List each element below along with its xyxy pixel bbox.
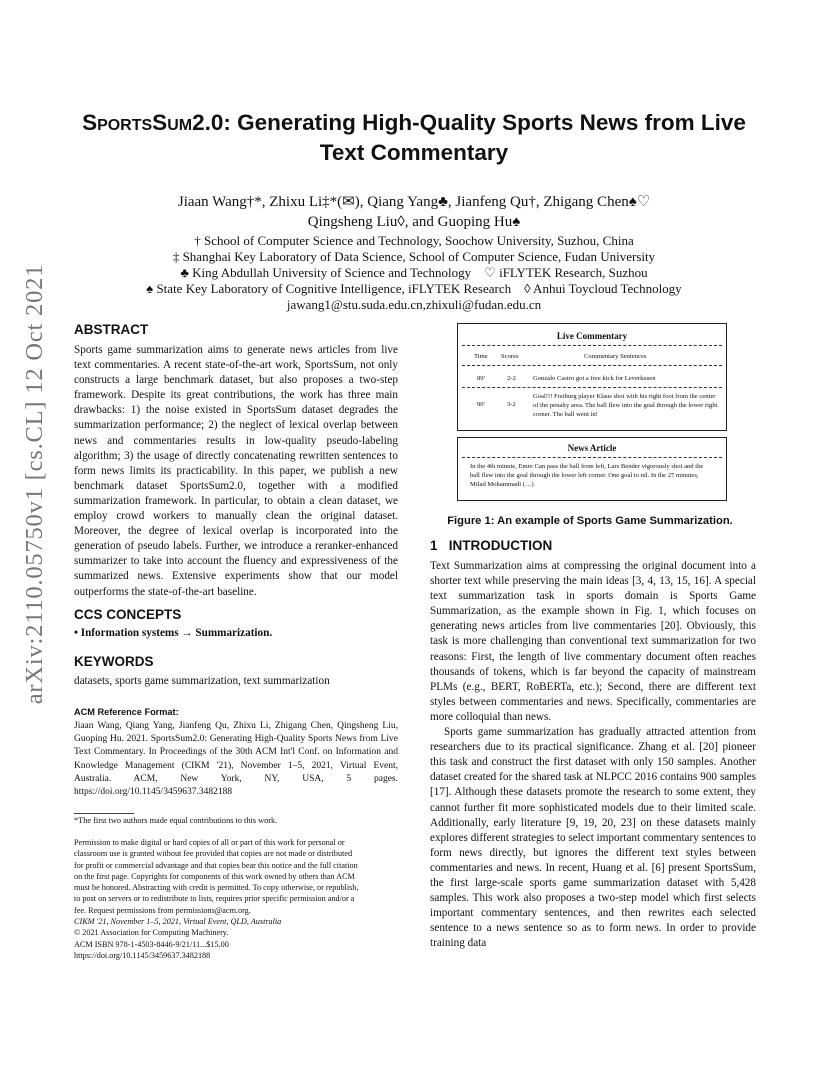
divider (462, 387, 722, 388)
permission-line: to post on servers or to redistribute to lists, requires prior specific permission and/or a (74, 894, 355, 904)
doi-line: https://doi.org/10.1145/3459637.3482188 (74, 950, 211, 960)
authors-line1: Jiaan Wang†*, Zhixu Li‡*(✉), Qiang Yang♣, Jianfeng Qu†, Zhigang Chen♠♡ (177, 194, 651, 210)
news-article-title: News Article (567, 443, 617, 453)
conference-line: CIKM '21, November 1–5, 2021, Virtual Event, QLD, Australia (74, 917, 282, 927)
introduction-text (430, 559, 756, 951)
introduction-heading: 1 INTRODUCTION (430, 538, 553, 553)
row-score: 3-2 (507, 401, 516, 408)
copyright-line: © 2021 Association for Computing Machinery. (74, 928, 229, 938)
paper-title (60, 108, 768, 168)
affiliation-1: † School of Computer Science and Technology, Soochow University, Suzhou, China (194, 233, 634, 248)
abstract-heading: ABSTRACT (74, 322, 149, 337)
arxiv-identifier: arXiv:2110.05750v1 [cs.CL] 12 Oct 2021 (21, 263, 48, 705)
title-line2: Text Commentary (319, 140, 509, 165)
col-time-header: Time (474, 353, 488, 360)
row-time: 90' (477, 401, 485, 408)
permission-line: on the first page. Copyrights for components of this work owned by others than ACM (74, 871, 355, 881)
intro-paragraph-2: Sports game summarization has gradually attracted attention from researchers due to its practical significance. Zhang et al. [20] pioneer this task and construct the first dataset with only 150 samples. Another dataset created for the shared task at NLPCC 2016 contains 900 samples [17]. Although these datasets promote the research to some extent, they cannot further fit more sophisticated models due to their limited scale. Additionally, early literature [9, 19, 20, 23] on these datasets mainly explores different strategies to select important commentary sentences to form news directly, but ignores the different text styles between commentaries and news. In recent, Huang et al. [6] present SportsSum, the first large-scale sports game summarization dataset with 5,428 samples. This work also proposes a two-step model which first selects important commentary sentences, and then rewrites each selected sentence to a news sentence so as to form news. In order to provide training data (430, 726, 756, 950)
author-emails: jawang1@stu.suda.edu.cn,zhixuli@fudan.edu.cn (286, 297, 542, 312)
intro-paragraph-1: Text Summarization aims at compressing the original document into a shorter text while preserving the main ideas [3, 4, 13, 15, 16]. A special text summarization task in sports domain is Sports Game Summarization, as the example shown in Fig. 1, which focuses on generating news articles from live commentaries [20]. Obviously, this task is more challenging than conventional text summarization for two reasons: First, the length of live commentary document often reaches thousands of tokens, which is far beyond the capacity of mainstream PLMs (e.g., BERT, RoBERTa, etc.); Second, there are different text styles between commentaries and news. Specifically, commentaries are more colloquial than news. (430, 560, 756, 723)
affiliation-3: ♣ King Abdullah University of Science and Technology ♡ iFLYTEK Research, Suzhou (180, 265, 648, 280)
divider (462, 345, 722, 346)
row-sentence: Goal!!! Freiburg player Klaus shot with his right foot from the center of the penalty area. The ball flew into the goal through the lower right corner. The ball went in! (533, 393, 718, 418)
col-scores-header: Scores (501, 353, 519, 360)
col-sentences-header: Commentary Sentences (584, 353, 647, 360)
keywords-text: datasets, sports game summarization, text summarization (74, 675, 330, 687)
affiliation-4: ♠ State Key Laboratory of Cognitive Intelligence, iFLYTEK Research ◊ Anhui Toycloud Technology (146, 281, 682, 296)
footnote: *The first two authors made equal contributions to this work. (74, 816, 278, 825)
row-sentence: Gonzalo Castro got a free kick for Leverkusen (533, 375, 656, 382)
permission-line: fee. Request permissions from permissions@acm.org. (74, 905, 251, 915)
ccs-heading: CCS CONCEPTS (74, 607, 182, 622)
isbn-line: ACM ISBN 978-1-4503-8446-9/21/11...$15.00 (74, 939, 229, 949)
permission-line: classroom use is granted without fee provided that copies are not made or distributed (74, 849, 353, 859)
affiliation-2: ‡ Shanghai Key Laboratory of Data Science, School of Computer Science, Fudan University (172, 249, 656, 264)
row-score: 2-2 (507, 375, 516, 382)
row-time: 89' (477, 375, 485, 382)
title-line1: 2.0: Generating High-Quality Sports News from Live (192, 110, 746, 135)
news-article-box (457, 437, 727, 501)
title-sportssum: SportsSum (82, 110, 193, 135)
affiliations (60, 233, 768, 313)
permission-line: Permission to make digital or hard copies of all or part of this work for personal or (74, 838, 345, 847)
news-article-text: In the 4th minute, Emre Can pass the ball from left, Lars Bender vigorously shot and the ball flew into the goal through the lower left corner. One goal to nil. In the 27 minutes, Milad Mohammadi (…) (470, 463, 704, 488)
acm-reference-text: Jiaan Wang, Qiang Yang, Jianfeng Qu, Zhixu Li, Zhigang Chen, Qingsheng Liu, Guoping Hu. 2021. SportsSum2.0: Generating High-Quality Sports News from Live Text Commentary. In Proceedings of the 30th ACM Int'l Conf. on Information and Knowledge Management (CIKM '21), November 1–5, 2021, Virtual Event, Australia. ACM, New York, NY, USA, 5 pages. https://doi.org/10.1145/3459637.3482188 (74, 721, 398, 798)
footnote-rule (74, 813, 134, 814)
author-list (60, 192, 768, 232)
permission-line: for profit or commercial advantage and that copies bear this notice and the full citation (74, 860, 358, 870)
permission-block (74, 837, 398, 961)
acm-reference-heading: ACM Reference Format: (74, 707, 179, 717)
abstract-text: Sports game summarization aims to generate news articles from live text commentaries. A recent state-of-the-art work, SportsSum, not only constructs a large benchmark dataset, but also proposes a two-step framework. Despite its great contributions, the work has three main drawbacks: 1) the noise existed in SportsSum dataset degrades the summarization performance; 2) the neglect of lexical overlap between news and commentaries results in low-quality pseudo-labeling algorithm; 3) the usage of directly concatenating rewritten sentences to form news limits its practicability. In this paper, we publish a new benchmark dataset SportsSum2.0, together with a modified summarization framework. In particular, to obtain a clean dataset, we employ crowd workers to manually clean the original dataset. Moreover, the degree of lexical overlap is incorporated into the generation of pseudo labels. Further, we introduce a reranker-enhanced summarizer to take into account the fluency and expressiveness of the summarized news. Extensive experiments show that our model outperforms the state-of-the-art baseline. (74, 344, 398, 598)
figure-caption: Figure 1: An example of Sports Game Summarization. (447, 515, 733, 527)
permission-line: must be honored. Abstracting with credit is permitted. To copy otherwise, or republish, (74, 883, 359, 893)
live-commentary-box (457, 323, 727, 431)
divider (462, 365, 722, 366)
ccs-item: • Information systems → Summarization. (74, 627, 273, 639)
authors-line2: Qingsheng Liu◊, and Guoping Hu♠ (307, 214, 521, 230)
live-commentary-title: Live Commentary (556, 331, 628, 341)
keywords-heading: KEYWORDS (74, 654, 154, 669)
divider (462, 457, 722, 458)
